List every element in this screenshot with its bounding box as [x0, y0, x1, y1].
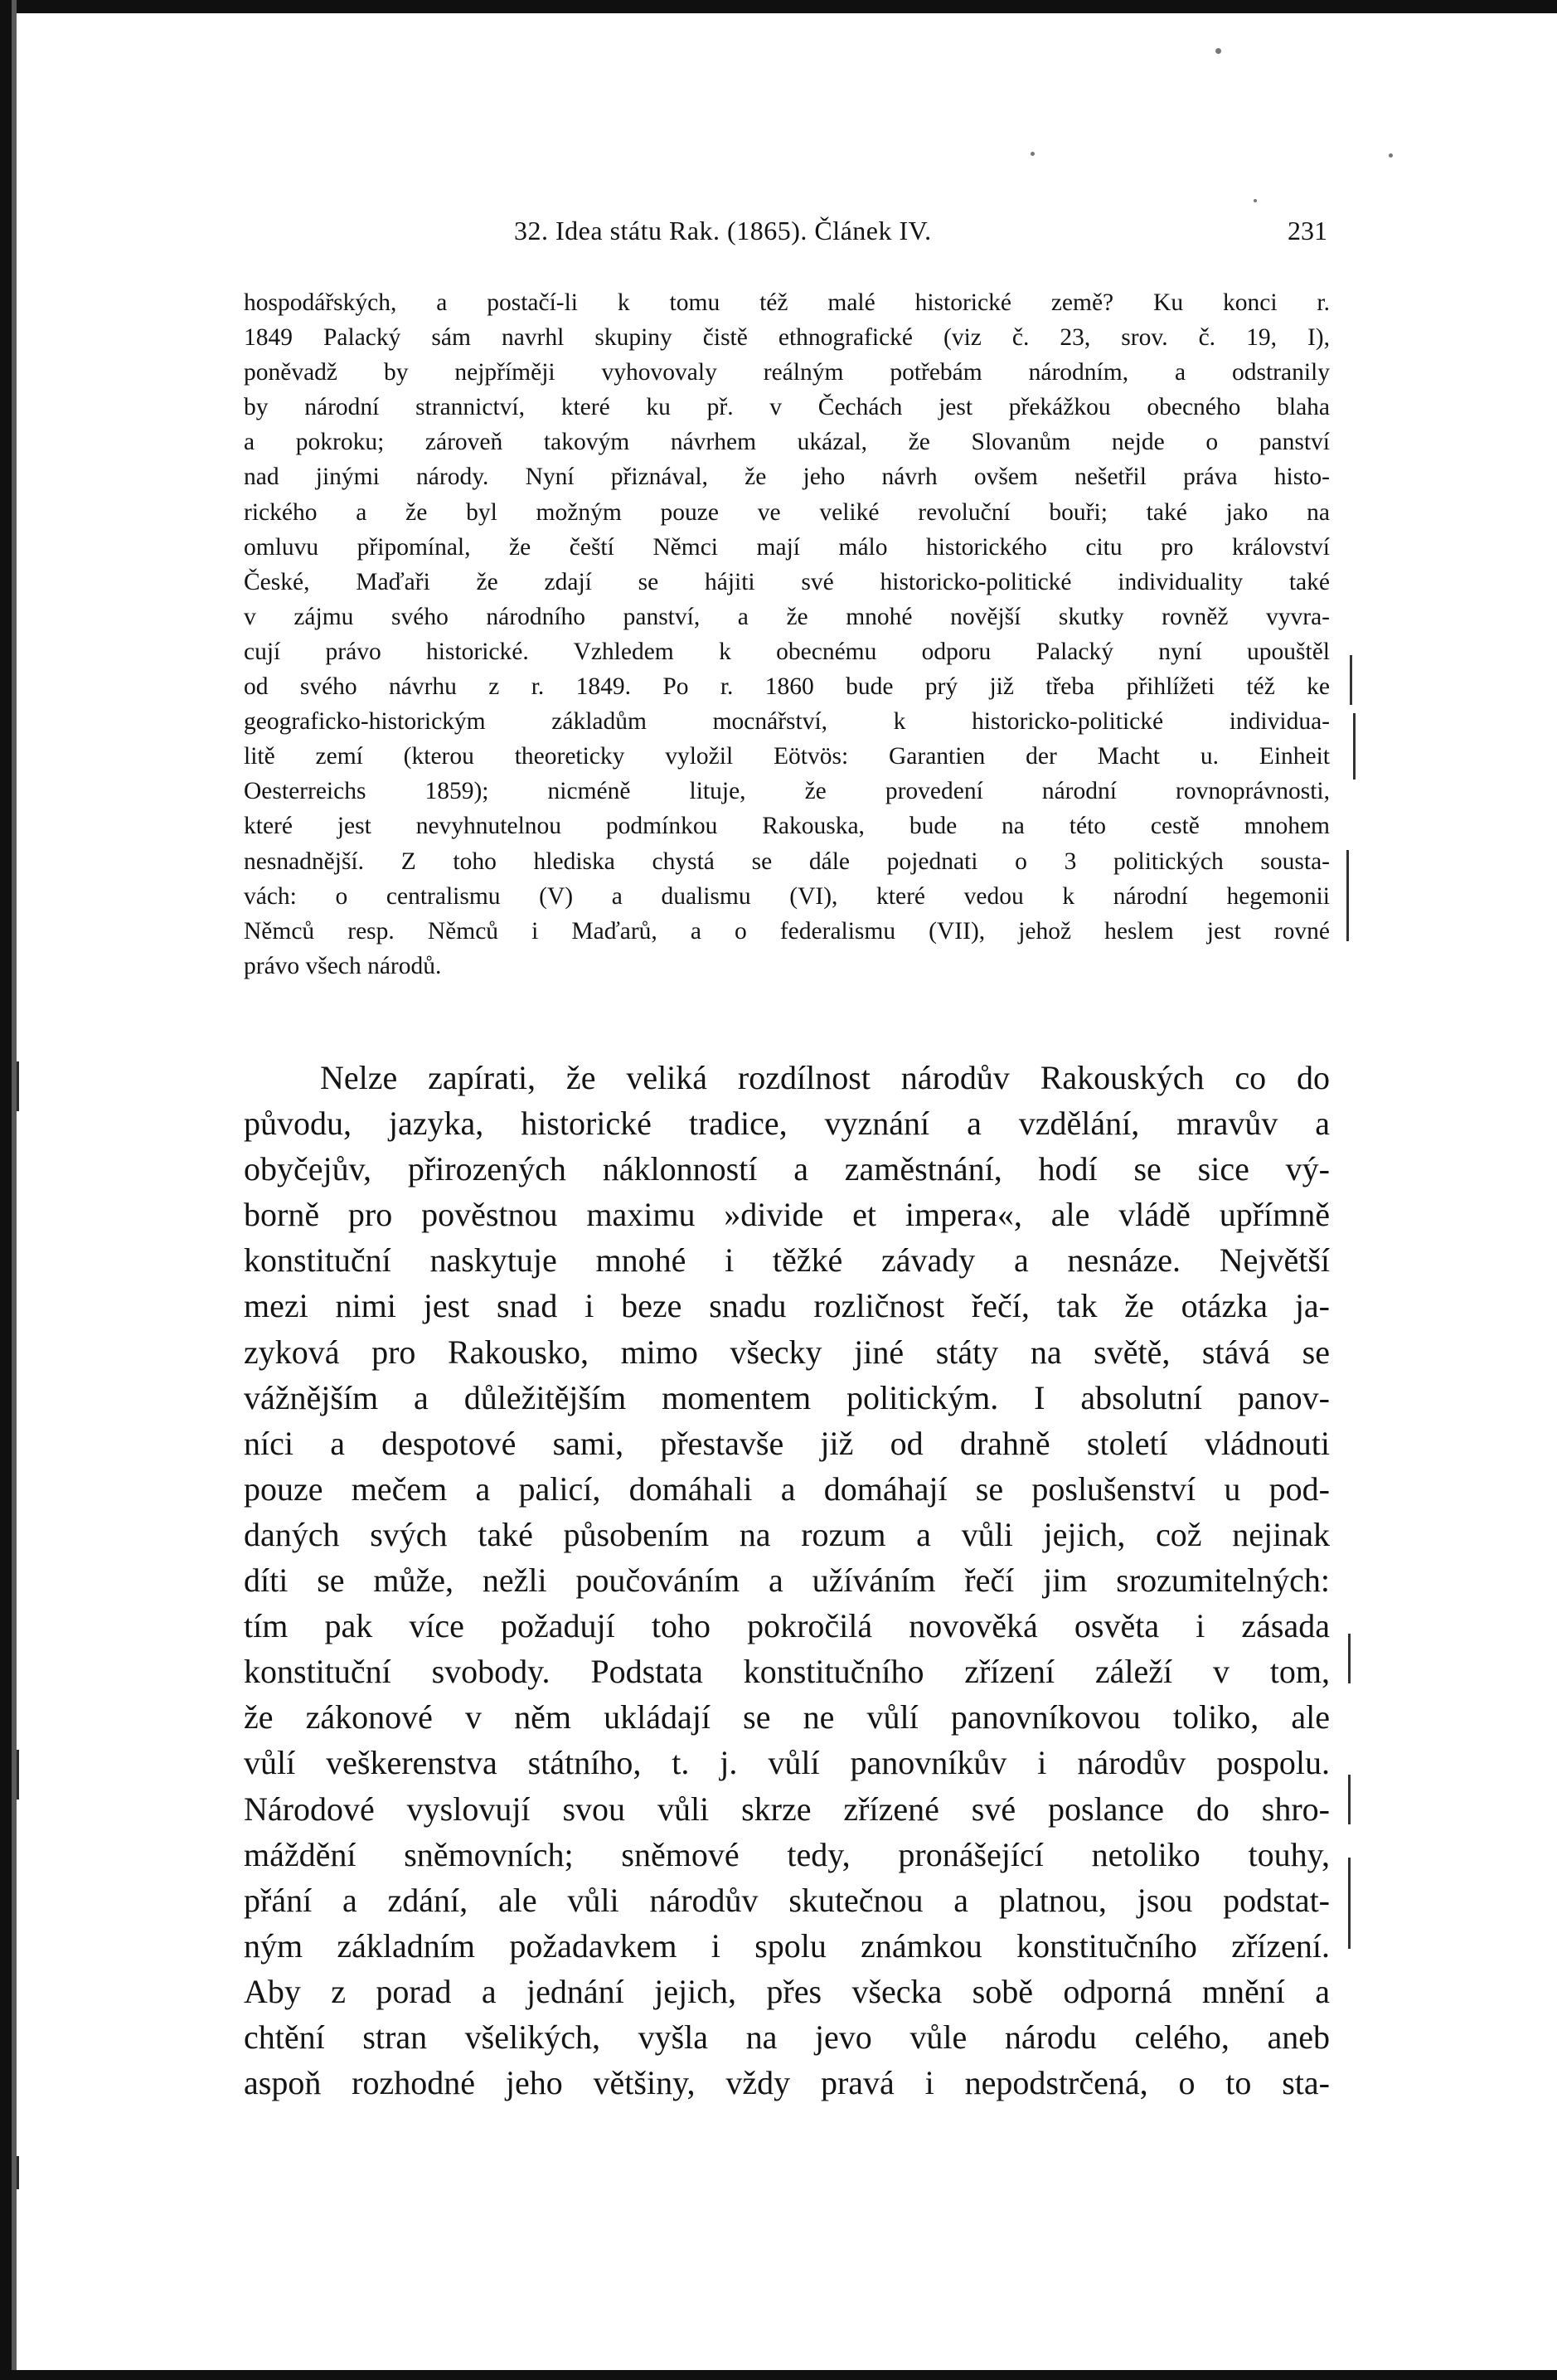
footnote-line: 1849 Palacký sám navrhl skupiny čistě ethnografické (viz č. 23, srov. č. 19, I),	[244, 324, 1330, 352]
footnote-line: v zájmu svého národního panství, a že mnohé novější skutky rovněž vyvra-	[244, 603, 1330, 630]
footnote-line: geograficko-historickým základům mocnářství, k historicko-politické individua-	[244, 708, 1330, 736]
scan-speck	[1254, 199, 1257, 202]
margin-bracket	[1348, 1858, 1351, 1949]
paragraph-line: Nelze zapírati, že veliká rozdílnost národův Rakouských co do	[320, 1059, 1330, 1096]
scan-border-top	[0, 0, 1557, 13]
footnote-line: by národní strannictví, které ku př. v Čechách jest překážkou obecného blaha	[244, 394, 1330, 421]
paragraph-line: konstituční svobody. Podstata konstitučního zřízení záleží v tom,	[244, 1653, 1330, 1691]
paragraph-line: mezi nimi jest snad i beze snadu rozličnost řečí, tak že otázka ja-	[244, 1287, 1330, 1325]
footnote-line: České, Maďaři že zdají se hájiti své historicko-politické individuality také	[244, 568, 1330, 595]
footnote-line: nesnadnější. Z toho hlediska chystá se dále pojednati o 3 politických sousta-	[244, 848, 1330, 875]
footnote-line: vách: o centralismu (V) a dualismu (VI), které vedou k národní hegemonii	[244, 882, 1330, 910]
footnote-line: právo všech národů.	[244, 952, 442, 979]
footnote-line: Němců resp. Němců i Maďarů, a o federalismu (VII), jehož heslem jest rovné	[244, 917, 1330, 945]
paragraph-line: původu, jazyka, historické tradice, vyznání a vzdělání, mravův a	[244, 1105, 1330, 1143]
paragraph-line: aspoň rozhodné jeho většiny, vždy pravá i nepodstrčená, o to sta-	[244, 2064, 1330, 2102]
running-title: 32. Idea státu Rak. (1865). Článek IV.	[514, 216, 932, 245]
paragraph-line: Národové vyslovují svou vůli skrze zřízené své poslance do shro-	[244, 1790, 1330, 1828]
margin-bracket	[1353, 713, 1356, 780]
scan-margin-mark	[17, 2156, 19, 2189]
paragraph-line: že zákonové v něm ukládají se ne vůlí panovníkovou toliko, ale	[244, 1698, 1330, 1736]
paragraph-line: zyková pro Rakousko, mimo všecky jiné státy na světě, stává se	[244, 1333, 1330, 1371]
paragraph-line: obyčejův, přirozených náklonností a zaměstnání, hodí se sice vý-	[244, 1150, 1330, 1188]
paragraph-line: máždění sněmovních; sněmové tedy, pronášející netoliko touhy,	[244, 1835, 1330, 1873]
paragraph-line: přání a zdání, ale vůli národův skutečnou a platnou, jsou podstat-	[244, 1881, 1330, 1919]
paragraph-line: vůlí veškerenstva státního, t. j. vůlí panovníkův i národův pospolu.	[244, 1744, 1330, 1782]
margin-bracket	[1348, 1775, 1351, 1824]
paragraph-line: Aby z porad a jednání jejich, přes všecka sobě odporná mnění a	[244, 1972, 1330, 2010]
scan-speck	[1215, 48, 1221, 54]
scan-border-bottom	[0, 2370, 1557, 2380]
paragraph-line: vážnějším a důležitějším momentem politickým. I absolutní panov-	[244, 1378, 1330, 1416]
footnote-line: a pokroku; zároveň takovým návrhem ukázal, že Slovanům nejde o panství	[244, 429, 1330, 456]
footnote-line: litě zemí (kterou theoreticky vyložil Eötvös: Garantien der Macht u. Einheit	[244, 743, 1330, 770]
paragraph-line: borně pro pověstnou maximu »divide et impera«, ale vládě upřímně	[244, 1196, 1330, 1234]
margin-bracket	[1346, 850, 1349, 941]
page-number: 231	[1288, 216, 1327, 245]
paragraph-line: chtění stran všelikých, vyšla na jevo vůle národu celého, aneb	[244, 2018, 1330, 2056]
scan-border-left	[0, 0, 12, 2380]
footnote-line: které jest nevyhnutelnou podmínkou Rakouska, bude na této cestě mnohem	[244, 813, 1330, 840]
paragraph-line: níci a despotové sami, přestavše již od drahně století vládnouti	[244, 1424, 1330, 1462]
scan-margin-mark	[17, 1750, 19, 1800]
footnote	[244, 285, 1330, 984]
footnote-line: od svého návrhu z r. 1849. Po r. 1860 bude prý již třeba přihlížeti též ke	[244, 673, 1330, 701]
footnote-line: hospodářských, a postačí-li k tomu též malé historické země? Ku konci r.	[244, 289, 1330, 316]
paragraph-line: konstituční naskytuje mnohé i těžké závady a nesnáze. Největší	[244, 1241, 1330, 1280]
paragraph-line: tím pak více požadují toho pokročilá novověká osvěta i zásada	[244, 1607, 1330, 1645]
scan-border-left-shadow	[12, 0, 17, 2380]
footnote-line: cují právo historické. Vzhledem k obecnému odporu Palacký nyní upouštěl	[244, 638, 1330, 665]
footnote-line: Oesterreichs 1859); nicméně lituje, že provedení národní rovnoprávnosti,	[244, 778, 1330, 805]
paragraph-line: díti se může, nežli poučováním a užíváním řečí jim srozumitelných:	[244, 1562, 1330, 1600]
footnote-line: nad jinými národy. Nyní přiznával, že jeho návrh ovšem nešetřil práva histo-	[244, 464, 1330, 491]
footnote-line: omluvu připomínal, že čeští Němci mají málo historického citu pro království	[244, 533, 1330, 561]
margin-bracket	[1350, 655, 1352, 705]
margin-bracket	[1348, 1634, 1351, 1683]
paragraph-line: ným základním požadavkem i spolu známkou konstitučního zřízení.	[244, 1926, 1330, 1965]
footnote-line: poněvadž by nejpříměji vyhovovaly reálným potřebám národním, a odstranily	[244, 359, 1330, 386]
paragraph-line: pouze mečem a palicí, domáhali a domáhají se poslušenství u pod-	[244, 1469, 1330, 1508]
main-paragraph	[244, 1055, 1330, 2106]
paragraph-line: daných svých také působením na rozum a vůli jejich, což nejinak	[244, 1515, 1330, 1553]
scan-margin-mark	[17, 1061, 19, 1111]
scan-speck	[1389, 153, 1393, 158]
scan-speck	[1031, 152, 1035, 156]
footnote-line: rického a že byl možným pouze ve veliké revoluční bouři; také jako na	[244, 498, 1330, 526]
